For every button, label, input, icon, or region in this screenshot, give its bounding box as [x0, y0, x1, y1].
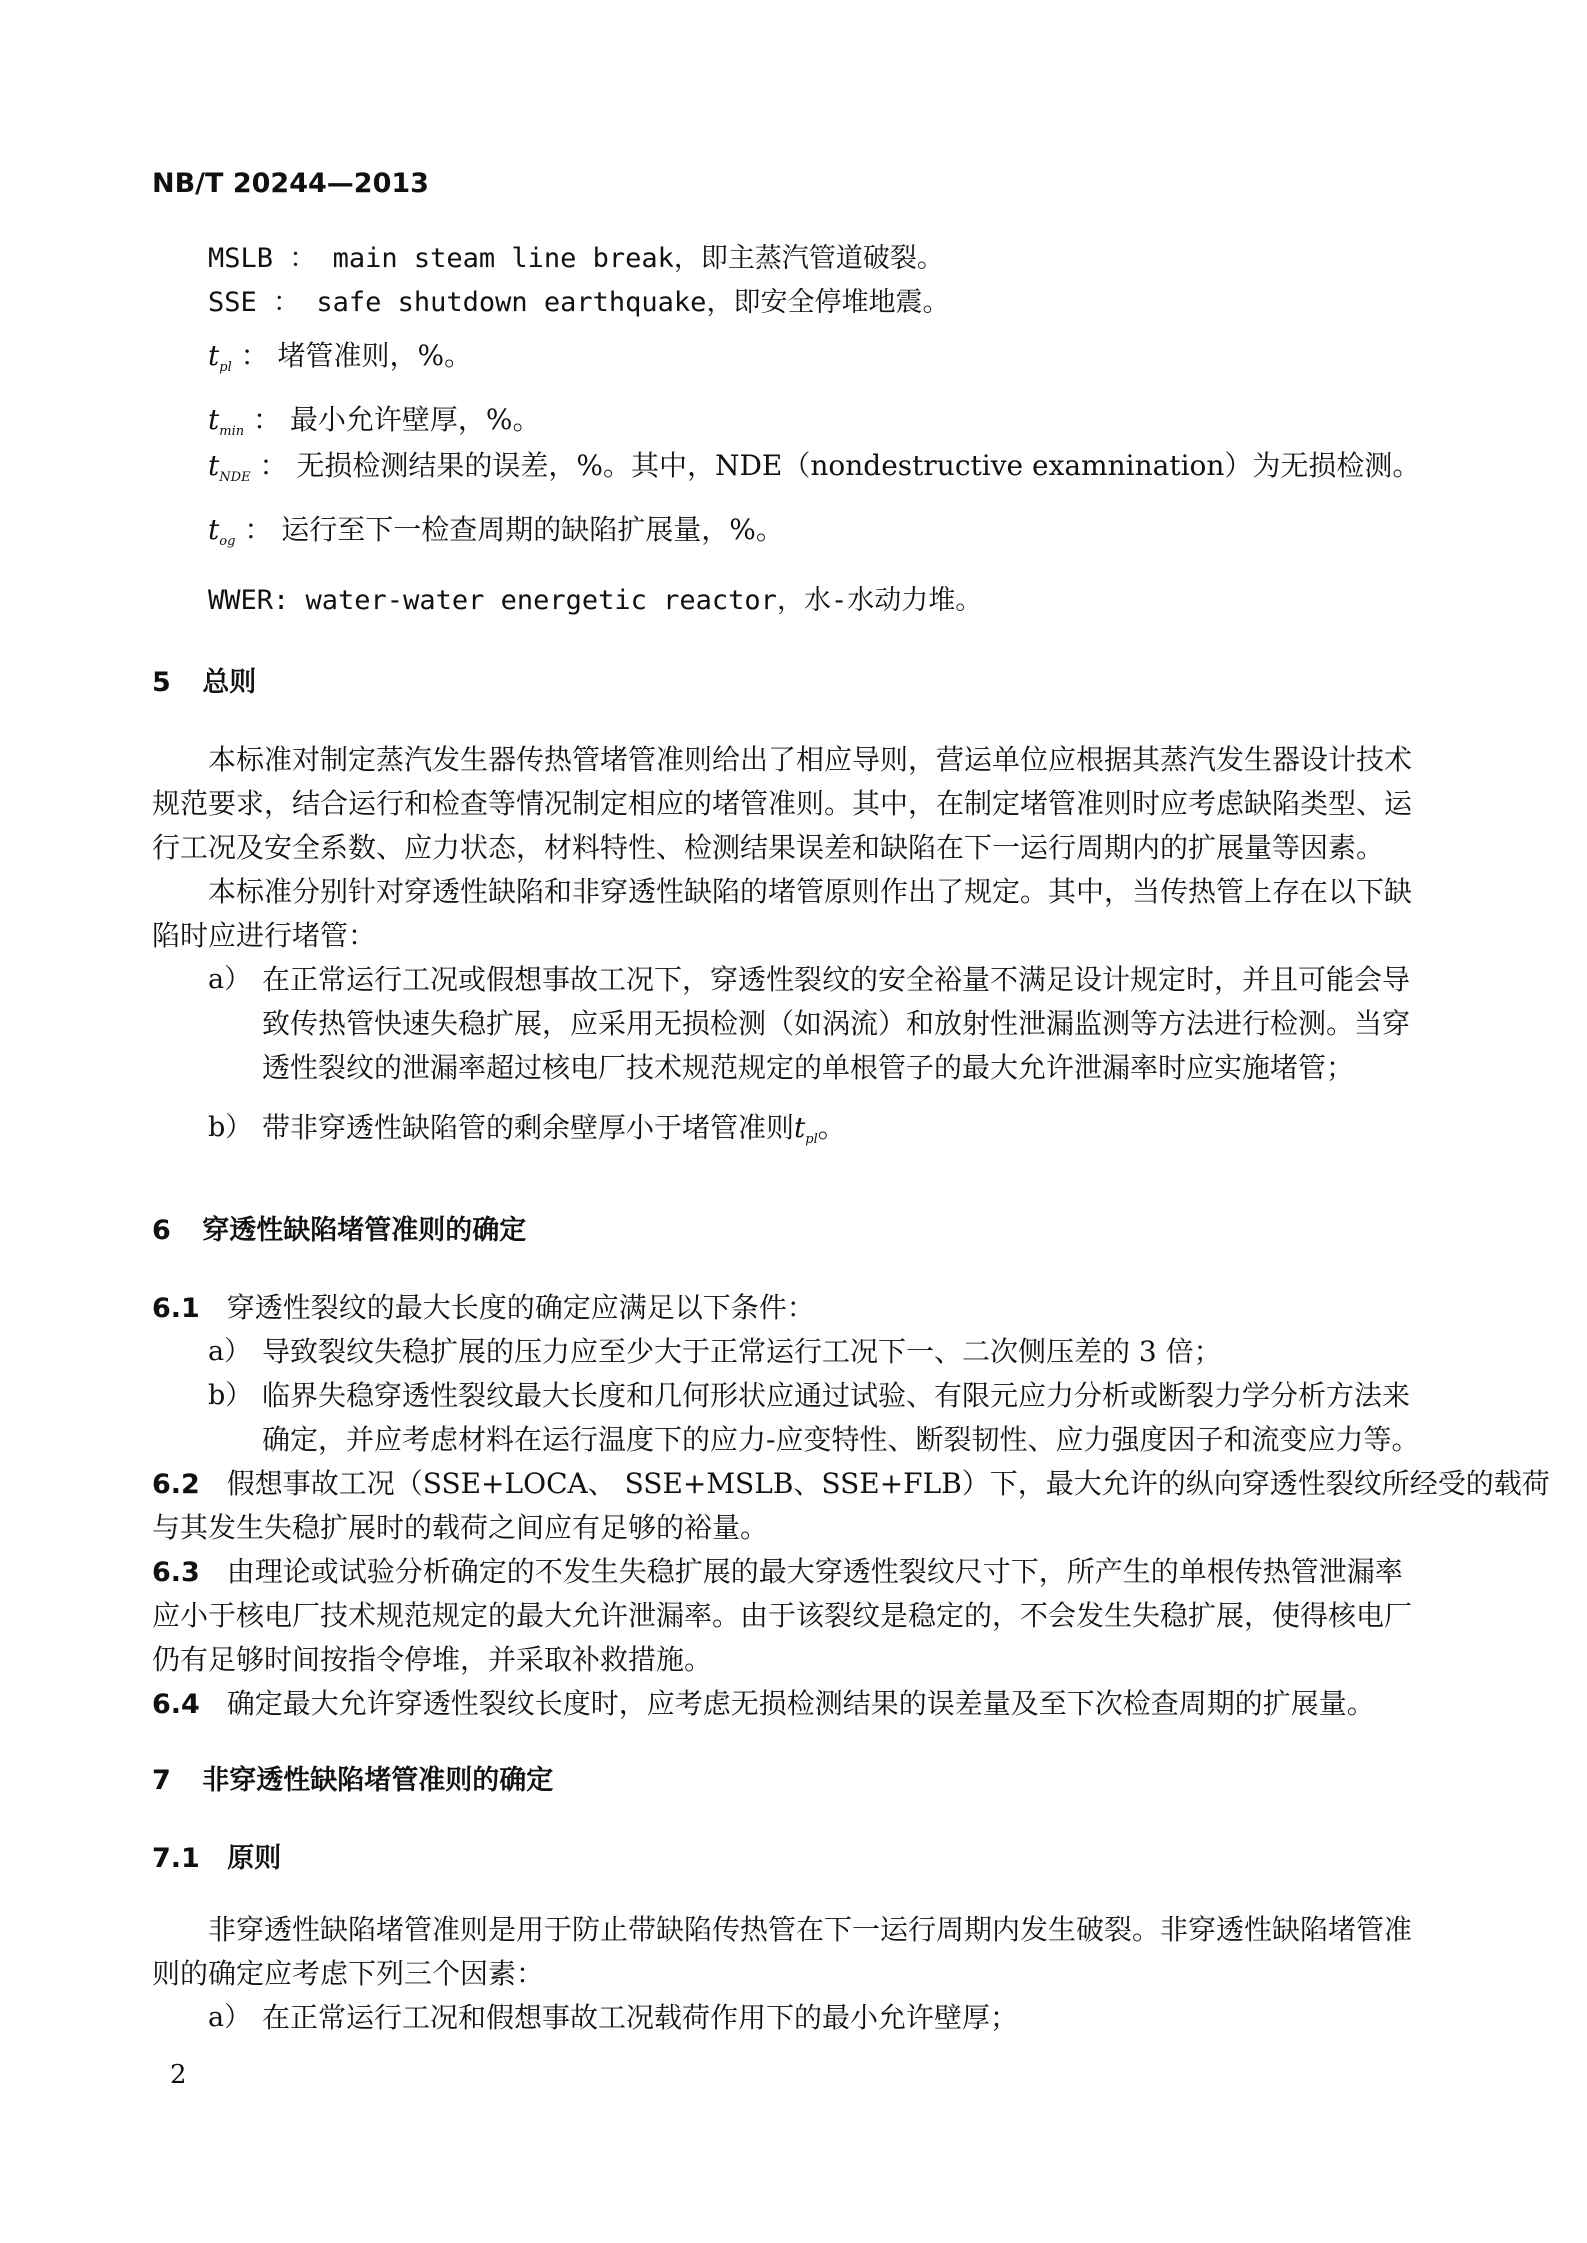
list-label: b） — [208, 1380, 253, 1411]
clause-number: 6.2 — [152, 1469, 200, 1500]
list-item-line: 确定，并应考虑材料在运行温度下的应力-应变特性、断裂韧性、应力强度因子和流变应力等。 — [262, 1423, 1420, 1456]
symbol-base: t — [208, 449, 220, 482]
clause-number: 6.3 — [152, 1557, 200, 1588]
abbrev-text: safe shutdown earthquake，即安全停堆地震。 — [316, 287, 950, 318]
symbol-sub: pl — [219, 360, 232, 375]
symbol-base: t — [794, 1111, 806, 1144]
page-number: 2 — [170, 2060, 187, 2090]
symbol-sub: min — [219, 424, 245, 439]
section-title: 非穿透性缺陷堵管准则的确定 — [202, 1765, 554, 1796]
paragraph-line: 本标准分别针对穿透性缺陷和非穿透性缺陷的堵管原则作出了规定。其中，当传热管上存在以下缺 — [208, 875, 1413, 908]
abbrev-term: MSLB — [208, 243, 274, 274]
list-item-end: 。 — [817, 1111, 846, 1144]
paragraph-line: 与其发生失稳扩展时的载荷之间应有足够的裕量。 — [152, 1511, 769, 1544]
symbol-base: t — [208, 339, 220, 372]
list-item-line: 临界失稳穿透性裂纹最大长度和几何形状应通过试验、有限元应力分析或断裂力学分析方法来 — [262, 1379, 1411, 1412]
symbol-text: ： 堵管准则，%。 — [240, 339, 473, 372]
abbrev-wwer: WWER: water-water energetic reactor，水-水动力堆。 — [208, 585, 983, 616]
symbol-sub: pl — [805, 1132, 818, 1147]
section-number: 6 — [152, 1215, 171, 1246]
clause-number: 6.1 — [152, 1293, 200, 1324]
section-title: 总则 — [202, 667, 257, 698]
paragraph-line: 则的确定应考虑下列三个因素： — [152, 1957, 545, 1990]
paragraph-line: 规范要求，结合运行和检查等情况制定相应的堵管准则。其中，在制定堵管准则时应考虑缺陷类型、运 — [152, 787, 1413, 820]
paragraph-line: 仍有足够时间按指令停堆，并采取补救措施。 — [152, 1643, 713, 1676]
symbol-text: ： 运行至下一检查周期的缺陷扩展量，%。 — [244, 513, 784, 546]
section-number: 7 — [152, 1765, 171, 1796]
list-item-line: 导致裂纹失稳扩展的压力应至少大于正常运行工况下一、二次侧压差的 3 倍； — [262, 1335, 1222, 1368]
clause-6-4 — [152, 1682, 1375, 1727]
section-7-heading — [152, 1758, 553, 1797]
clause-text: 确定最大允许穿透性裂纹长度时，应考虑无损检测结果的误差量及至下次检查周期的扩展量。 — [226, 1687, 1375, 1720]
list-item-line: 在正常运行工况或假想事故工况下，穿透性裂纹的安全裕量不满足设计规定时，并且可能会导 — [262, 963, 1411, 996]
clause-text: 穿透性裂纹的最大长度的确定应满足以下条件： — [226, 1291, 815, 1324]
paragraph-line: 行工况及安全系数、应力状态，材料特性、检测结果误差和缺陷在下一运行周期内的扩展量等因素。 — [152, 831, 1385, 864]
symbol-text: ： 最小允许壁厚，%。 — [253, 403, 541, 436]
list-label: b） — [208, 1112, 253, 1143]
list-item-line: 透性裂纹的泄漏率超过核电厂技术规范规定的单根管子的最大允许泄漏率时应实施堵管； — [262, 1051, 1355, 1084]
paragraph-line: 非穿透性缺陷堵管准则是用于防止带缺陷传热管在下一运行周期内发生破裂。非穿透性缺陷堵管准 — [208, 1913, 1413, 1946]
list-item-line: 在正常运行工况和假想事故工况载荷作用下的最小允许壁厚； — [262, 2001, 1019, 2034]
symbol-base: t — [208, 513, 220, 546]
clause-number: 6.4 — [152, 1689, 200, 1720]
abbrev-sep: ： — [273, 287, 301, 318]
section-5-heading — [152, 660, 256, 699]
section-title: 穿透性缺陷堵管准则的确定 — [202, 1215, 527, 1246]
clause-title: 原则 — [227, 1843, 282, 1874]
clause-6-1 — [152, 1286, 815, 1331]
list-label: a） — [208, 1336, 252, 1367]
list-item-text: 带非穿透性缺陷管的剩余壁厚小于堵管准则 — [262, 1111, 795, 1144]
abbrev-term: SSE — [208, 287, 257, 318]
clause-text: 由理论或试验分析确定的不发生失稳扩展的最大穿透性裂纹尺寸下，所产生的单根传热管泄漏率 — [226, 1555, 1403, 1588]
abbrev-sep: ： — [289, 243, 317, 274]
paragraph-line: 本标准对制定蒸汽发生器传热管堵管准则给出了相应导则，营运单位应根据其蒸汽发生器设计技术 — [208, 743, 1413, 776]
abbrev-text: main steam line break，即主蒸汽管道破裂。 — [332, 243, 944, 274]
clause-6-3 — [152, 1550, 1403, 1595]
paragraph-line: 陷时应进行堵管： — [152, 919, 377, 952]
symbol-text: ： 无损检测结果的误差，%。其中，NDE（nondestructive examnination）为无损检测。 — [259, 449, 1421, 482]
list-item-line — [262, 1106, 846, 1162]
list-item-line: 致传热管快速失稳扩展，应采用无损检测（如涡流）和放射性泄漏监测等方法进行检测。当穿 — [262, 1007, 1411, 1040]
clause-text: 假想事故工况（SSE+LOCA、 SSE+MSLB、SSE+FLB）下，最大允许的纵向穿透性裂纹所经受的载荷 — [226, 1467, 1550, 1500]
standard-number: NB/T 20244—2013 — [152, 168, 429, 199]
clause-7-1-heading — [152, 1836, 281, 1875]
symbol-sub: og — [219, 534, 236, 549]
section-number: 5 — [152, 667, 171, 698]
section-6-heading — [152, 1208, 526, 1247]
symbol-tnde — [208, 444, 1420, 500]
abbrev-sse — [208, 280, 949, 319]
clause-6-2 — [152, 1462, 1550, 1507]
paragraph-line: 应小于核电厂技术规范规定的最大允许泄漏率。由于该裂纹是稳定的，不会发生失稳扩展，使得核电厂 — [152, 1599, 1413, 1632]
symbol-tog — [208, 508, 784, 564]
symbol-sub: NDE — [219, 470, 251, 485]
symbol-tpl — [208, 334, 472, 390]
symbol-base: t — [208, 403, 220, 436]
clause-number: 7.1 — [152, 1843, 200, 1874]
list-label: a） — [208, 964, 252, 995]
list-label: a） — [208, 2002, 252, 2033]
abbrev-mslb — [208, 236, 944, 275]
